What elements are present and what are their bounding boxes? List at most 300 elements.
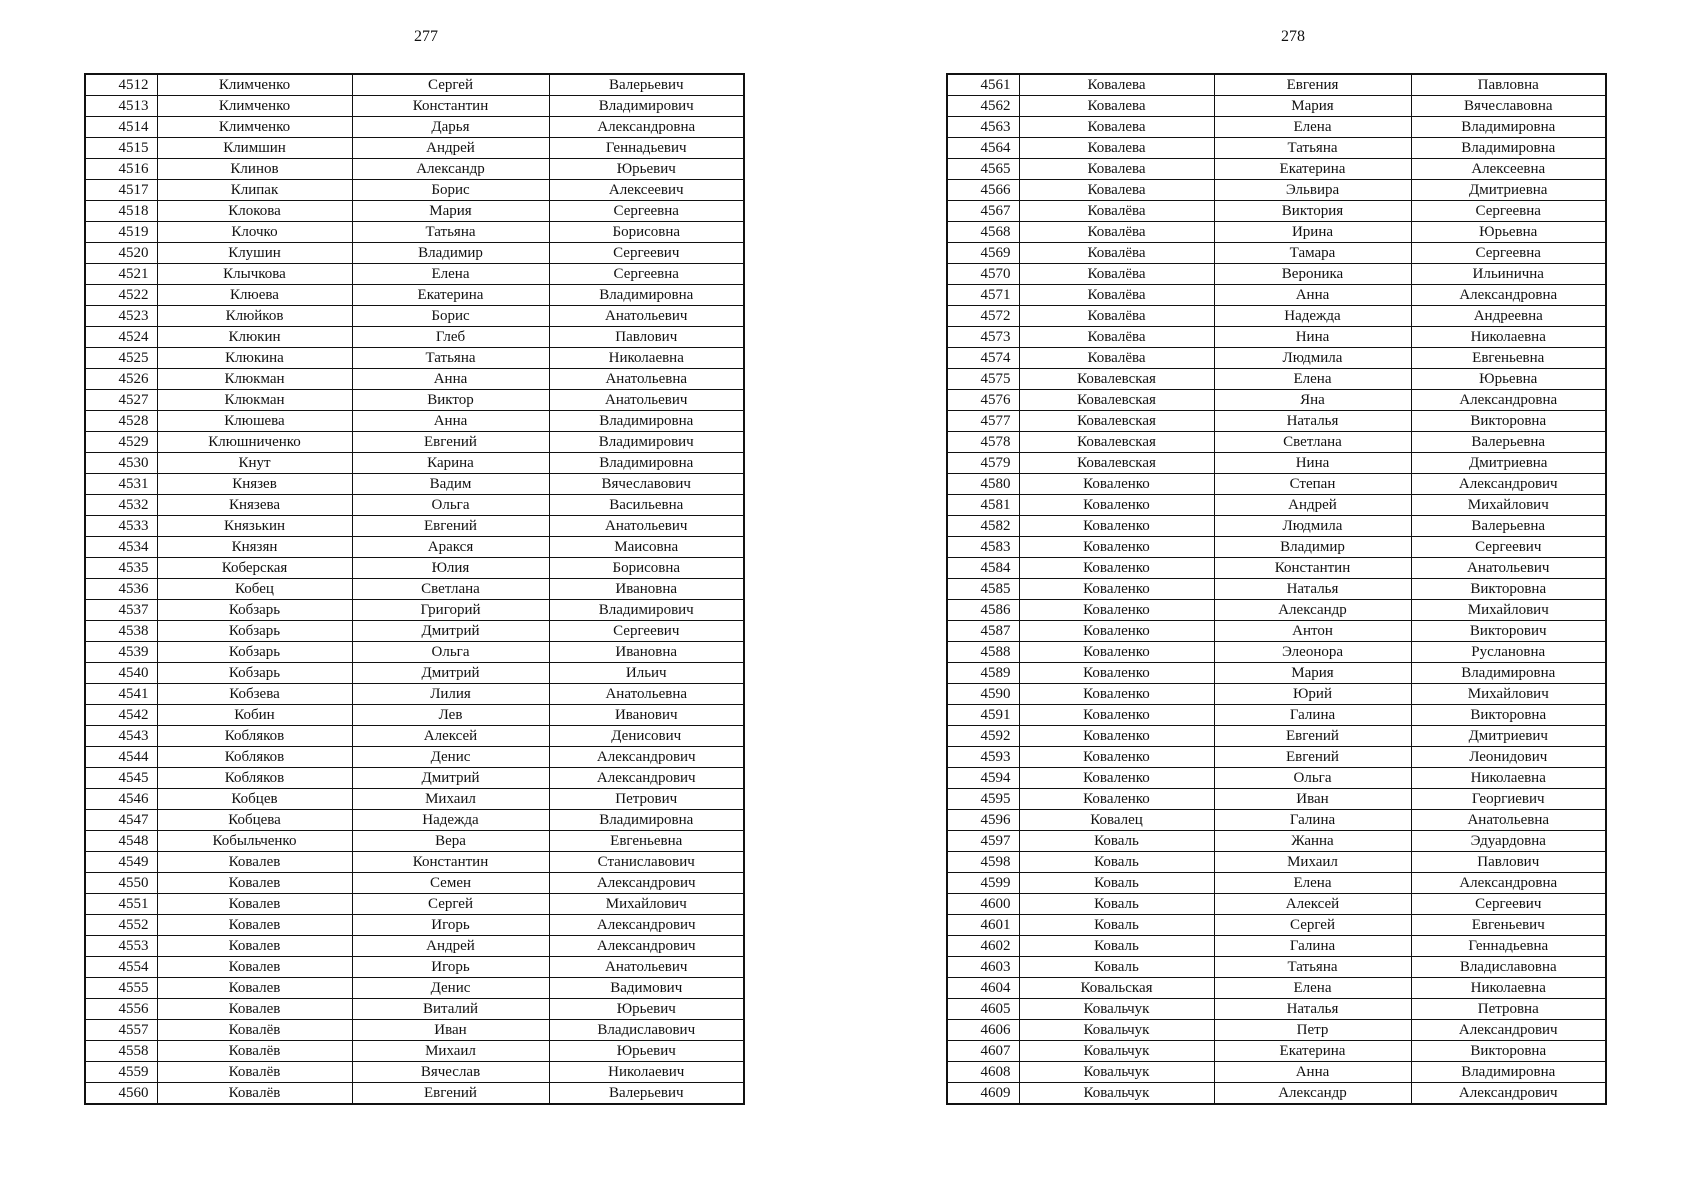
- table-row: [85, 684, 744, 705]
- patronymic-cell: Анатольевич: [549, 516, 744, 537]
- patronymic-cell: Александрович: [549, 747, 744, 768]
- patronymic-cell: Владимировна: [1411, 138, 1606, 159]
- last-name-cell: Кобляков: [157, 747, 352, 768]
- record-number-cell: 4591: [947, 705, 1019, 726]
- first-name-cell: Вячеслав: [352, 1062, 549, 1083]
- page-number-right: 278: [1281, 28, 1305, 45]
- last-name-cell: Коваленко: [1019, 621, 1214, 642]
- table-row: [85, 432, 744, 453]
- patronymic-cell: Денисович: [549, 726, 744, 747]
- record-number-cell: 4538: [85, 621, 157, 642]
- first-name-cell: Эльвира: [1214, 180, 1411, 201]
- first-name-cell: Елена: [1214, 117, 1411, 138]
- record-number-cell: 4535: [85, 558, 157, 579]
- table-row: [947, 915, 1606, 936]
- last-name-cell: Ковальчук: [1019, 1020, 1214, 1041]
- record-number-cell: 4529: [85, 432, 157, 453]
- patronymic-cell: Михайлович: [549, 894, 744, 915]
- table-row: [85, 138, 744, 159]
- patronymic-cell: Александрович: [1411, 1020, 1606, 1041]
- record-number-cell: 4557: [85, 1020, 157, 1041]
- first-name-cell: Алексей: [352, 726, 549, 747]
- first-name-cell: Надежда: [1214, 306, 1411, 327]
- first-name-cell: Иван: [1214, 789, 1411, 810]
- record-number-cell: 4537: [85, 600, 157, 621]
- first-name-cell: Анна: [1214, 1062, 1411, 1083]
- last-name-cell: Климченко: [157, 96, 352, 117]
- last-name-cell: Кобзева: [157, 684, 352, 705]
- record-number-cell: 4525: [85, 348, 157, 369]
- last-name-cell: Кобзарь: [157, 663, 352, 684]
- patronymic-cell: Вячеславовна: [1411, 96, 1606, 117]
- table-row: [947, 978, 1606, 999]
- record-number-cell: 4560: [85, 1083, 157, 1105]
- table-row: [947, 516, 1606, 537]
- last-name-cell: Клычкова: [157, 264, 352, 285]
- table-row: [85, 306, 744, 327]
- table-row: [85, 453, 744, 474]
- table-row: [947, 621, 1606, 642]
- patronymic-cell: Владиславовна: [1411, 957, 1606, 978]
- patronymic-cell: Вячеславович: [549, 474, 744, 495]
- first-name-cell: Наталья: [1214, 411, 1411, 432]
- first-name-cell: Татьяна: [1214, 957, 1411, 978]
- table-row: [947, 369, 1606, 390]
- last-name-cell: Коваленко: [1019, 516, 1214, 537]
- record-number-cell: 4588: [947, 642, 1019, 663]
- last-name-cell: Ковалёва: [1019, 327, 1214, 348]
- patronymic-cell: Юрьевич: [549, 999, 744, 1020]
- record-number-cell: 4563: [947, 117, 1019, 138]
- record-number-cell: 4520: [85, 243, 157, 264]
- patronymic-cell: Вадимович: [549, 978, 744, 999]
- record-number-cell: 4587: [947, 621, 1019, 642]
- patronymic-cell: Юрьевич: [549, 159, 744, 180]
- table-row: [947, 327, 1606, 348]
- last-name-cell: Коваленко: [1019, 705, 1214, 726]
- first-name-cell: Денис: [352, 978, 549, 999]
- record-number-cell: 4584: [947, 558, 1019, 579]
- table-row: [85, 327, 744, 348]
- first-name-cell: Юлия: [352, 558, 549, 579]
- first-name-cell: Вадим: [352, 474, 549, 495]
- record-number-cell: 4526: [85, 369, 157, 390]
- table-row: [947, 936, 1606, 957]
- first-name-cell: Антон: [1214, 621, 1411, 642]
- record-number-cell: 4524: [85, 327, 157, 348]
- last-name-cell: Ковалева: [1019, 74, 1214, 96]
- record-number-cell: 4607: [947, 1041, 1019, 1062]
- last-name-cell: Ковалевская: [1019, 411, 1214, 432]
- first-name-cell: Светлана: [1214, 432, 1411, 453]
- table-row: [947, 306, 1606, 327]
- last-name-cell: Ковалев: [157, 894, 352, 915]
- record-number-cell: 4599: [947, 873, 1019, 894]
- table-row: [85, 1083, 744, 1105]
- record-number-cell: 4519: [85, 222, 157, 243]
- record-number-cell: 4536: [85, 579, 157, 600]
- last-name-cell: Клушин: [157, 243, 352, 264]
- table-row: [85, 474, 744, 495]
- record-number-cell: 4586: [947, 600, 1019, 621]
- table-row: [85, 180, 744, 201]
- first-name-cell: Евгений: [352, 516, 549, 537]
- patronymic-cell: Ивановна: [549, 579, 744, 600]
- record-number-cell: 4601: [947, 915, 1019, 936]
- table-row: [85, 978, 744, 999]
- record-number-cell: 4564: [947, 138, 1019, 159]
- patronymic-cell: Андреевна: [1411, 306, 1606, 327]
- table-row: [947, 348, 1606, 369]
- patronymic-cell: Владимировна: [549, 810, 744, 831]
- first-name-cell: Татьяна: [352, 348, 549, 369]
- record-number-cell: 4513: [85, 96, 157, 117]
- last-name-cell: Ковалевская: [1019, 390, 1214, 411]
- patronymic-cell: Иванович: [549, 705, 744, 726]
- record-number-cell: 4550: [85, 873, 157, 894]
- last-name-cell: Ковалев: [157, 936, 352, 957]
- table-row: [85, 558, 744, 579]
- last-name-cell: Кнут: [157, 453, 352, 474]
- first-name-cell: Денис: [352, 747, 549, 768]
- table-row: [947, 453, 1606, 474]
- record-number-cell: 4539: [85, 642, 157, 663]
- patronymic-cell: Павловна: [1411, 74, 1606, 96]
- patronymic-cell: Владимировна: [549, 411, 744, 432]
- record-number-cell: 4562: [947, 96, 1019, 117]
- record-number-cell: 4548: [85, 831, 157, 852]
- record-number-cell: 4534: [85, 537, 157, 558]
- table-row: [85, 348, 744, 369]
- patronymic-cell: Валерьевич: [549, 1083, 744, 1105]
- record-number-cell: 4517: [85, 180, 157, 201]
- patronymic-cell: Николаевна: [549, 348, 744, 369]
- last-name-cell: Ковалёв: [157, 1020, 352, 1041]
- record-number-cell: 4592: [947, 726, 1019, 747]
- table-row: [947, 1020, 1606, 1041]
- record-number-cell: 4589: [947, 663, 1019, 684]
- last-name-cell: Ковалев: [157, 999, 352, 1020]
- first-name-cell: Анна: [352, 411, 549, 432]
- first-name-cell: Михаил: [352, 1041, 549, 1062]
- first-name-cell: Элеонора: [1214, 642, 1411, 663]
- patronymic-cell: Владимирович: [549, 432, 744, 453]
- record-number-cell: 4546: [85, 789, 157, 810]
- first-name-cell: Аракся: [352, 537, 549, 558]
- last-name-cell: Ковалёв: [157, 1083, 352, 1105]
- record-number-cell: 4569: [947, 243, 1019, 264]
- last-name-cell: Ковалёва: [1019, 201, 1214, 222]
- first-name-cell: Игорь: [352, 915, 549, 936]
- first-name-cell: Мария: [352, 201, 549, 222]
- table-row: [947, 537, 1606, 558]
- last-name-cell: Коваль: [1019, 873, 1214, 894]
- table-row: [947, 873, 1606, 894]
- first-name-cell: Константин: [352, 852, 549, 873]
- patronymic-cell: Владиславович: [549, 1020, 744, 1041]
- first-name-cell: Мария: [1214, 663, 1411, 684]
- first-name-cell: Александр: [1214, 600, 1411, 621]
- first-name-cell: Иван: [352, 1020, 549, 1041]
- first-name-cell: Анна: [1214, 285, 1411, 306]
- first-name-cell: Людмила: [1214, 348, 1411, 369]
- patronymic-cell: Ивановна: [549, 642, 744, 663]
- table-row: [947, 201, 1606, 222]
- table-row: [85, 264, 744, 285]
- record-number-cell: 4541: [85, 684, 157, 705]
- first-name-cell: Борис: [352, 180, 549, 201]
- record-number-cell: 4574: [947, 348, 1019, 369]
- first-name-cell: Евгений: [1214, 747, 1411, 768]
- last-name-cell: Ковальская: [1019, 978, 1214, 999]
- last-name-cell: Коваленко: [1019, 558, 1214, 579]
- first-name-cell: Светлана: [352, 579, 549, 600]
- table-row: [947, 642, 1606, 663]
- record-number-cell: 4515: [85, 138, 157, 159]
- first-name-cell: Дмитрий: [352, 663, 549, 684]
- last-name-cell: Клокова: [157, 201, 352, 222]
- last-name-cell: Кобцева: [157, 810, 352, 831]
- table-row: [947, 222, 1606, 243]
- patronymic-cell: Михайлович: [1411, 684, 1606, 705]
- patronymic-cell: Александрович: [549, 768, 744, 789]
- record-number-cell: 4547: [85, 810, 157, 831]
- last-name-cell: Кобцев: [157, 789, 352, 810]
- last-name-cell: Клочко: [157, 222, 352, 243]
- record-number-cell: 4608: [947, 1062, 1019, 1083]
- last-name-cell: Кобыльченко: [157, 831, 352, 852]
- record-number-cell: 4521: [85, 264, 157, 285]
- first-name-cell: Дмитрий: [352, 768, 549, 789]
- record-number-cell: 4596: [947, 810, 1019, 831]
- first-name-cell: Владимир: [1214, 537, 1411, 558]
- table-row: [947, 726, 1606, 747]
- record-number-cell: 4522: [85, 285, 157, 306]
- record-number-cell: 4533: [85, 516, 157, 537]
- table-row: [85, 243, 744, 264]
- record-number-cell: 4577: [947, 411, 1019, 432]
- table-row: [85, 1062, 744, 1083]
- patronymic-cell: Анатольевна: [549, 684, 744, 705]
- first-name-cell: Вероника: [1214, 264, 1411, 285]
- first-name-cell: Елена: [1214, 873, 1411, 894]
- table-row: [947, 600, 1606, 621]
- last-name-cell: Коваленко: [1019, 768, 1214, 789]
- table-row: [947, 159, 1606, 180]
- record-number-cell: 4542: [85, 705, 157, 726]
- patronymic-cell: Сергеевна: [549, 264, 744, 285]
- record-number-cell: 4552: [85, 915, 157, 936]
- first-name-cell: Алексей: [1214, 894, 1411, 915]
- last-name-cell: Коваленко: [1019, 579, 1214, 600]
- table-row: [85, 411, 744, 432]
- last-name-cell: Кобляков: [157, 726, 352, 747]
- patronymic-cell: Дмитриевна: [1411, 453, 1606, 474]
- table-row: [85, 894, 744, 915]
- last-name-cell: Клюшниченко: [157, 432, 352, 453]
- record-number-cell: 4567: [947, 201, 1019, 222]
- last-name-cell: Коваленко: [1019, 537, 1214, 558]
- last-name-cell: Ковалёва: [1019, 243, 1214, 264]
- patronymic-cell: Евгеньевна: [549, 831, 744, 852]
- patronymic-cell: Викторович: [1411, 621, 1606, 642]
- record-number-cell: 4598: [947, 852, 1019, 873]
- first-name-cell: Сергей: [352, 74, 549, 96]
- first-name-cell: Яна: [1214, 390, 1411, 411]
- last-name-cell: Клюкина: [157, 348, 352, 369]
- last-name-cell: Коваленко: [1019, 747, 1214, 768]
- last-name-cell: Коваленко: [1019, 642, 1214, 663]
- table-row: [85, 117, 744, 138]
- record-number-cell: 4590: [947, 684, 1019, 705]
- last-name-cell: Коваленко: [1019, 663, 1214, 684]
- table-row: [947, 1062, 1606, 1083]
- record-number-cell: 4558: [85, 1041, 157, 1062]
- record-number-cell: 4540: [85, 663, 157, 684]
- last-name-cell: Ковалева: [1019, 180, 1214, 201]
- patronymic-cell: Викторовна: [1411, 705, 1606, 726]
- first-name-cell: Михаил: [352, 789, 549, 810]
- patronymic-cell: Викторовна: [1411, 411, 1606, 432]
- last-name-cell: Ковальчук: [1019, 1041, 1214, 1062]
- last-name-cell: Ковалева: [1019, 117, 1214, 138]
- patronymic-cell: Валерьевич: [549, 74, 744, 96]
- table-row: [85, 957, 744, 978]
- table-row: [85, 369, 744, 390]
- patronymic-cell: Дмитриевна: [1411, 180, 1606, 201]
- last-name-cell: Князев: [157, 474, 352, 495]
- first-name-cell: Петр: [1214, 1020, 1411, 1041]
- table-row: [947, 957, 1606, 978]
- table-row: [947, 747, 1606, 768]
- first-name-cell: Юрий: [1214, 684, 1411, 705]
- patronymic-cell: Александровна: [549, 117, 744, 138]
- record-number-cell: 4578: [947, 432, 1019, 453]
- record-number-cell: 4553: [85, 936, 157, 957]
- patronymic-cell: Викторовна: [1411, 1041, 1606, 1062]
- first-name-cell: Галина: [1214, 810, 1411, 831]
- last-name-cell: Ковалёв: [157, 1062, 352, 1083]
- table-row: [947, 684, 1606, 705]
- patronymic-cell: Анатольевич: [549, 390, 744, 411]
- first-name-cell: Дарья: [352, 117, 549, 138]
- patronymic-cell: Эдуардовна: [1411, 831, 1606, 852]
- roster-table-left: [84, 73, 745, 1105]
- table-row: [85, 873, 744, 894]
- patronymic-cell: Петрович: [549, 789, 744, 810]
- patronymic-cell: Сергеевна: [1411, 243, 1606, 264]
- last-name-cell: Ковалёва: [1019, 222, 1214, 243]
- record-number-cell: 4554: [85, 957, 157, 978]
- first-name-cell: Екатерина: [1214, 1041, 1411, 1062]
- record-number-cell: 4532: [85, 495, 157, 516]
- table-row: [85, 201, 744, 222]
- record-number-cell: 4514: [85, 117, 157, 138]
- table-row: [85, 1020, 744, 1041]
- last-name-cell: Коваль: [1019, 915, 1214, 936]
- table-row: [85, 579, 744, 600]
- patronymic-cell: Геннадьевна: [1411, 936, 1606, 957]
- patronymic-cell: Ильинична: [1411, 264, 1606, 285]
- first-name-cell: Евгений: [1214, 726, 1411, 747]
- record-number-cell: 4581: [947, 495, 1019, 516]
- last-name-cell: Клипак: [157, 180, 352, 201]
- patronymic-cell: Павлович: [1411, 852, 1606, 873]
- table-row: [85, 789, 744, 810]
- first-name-cell: Нина: [1214, 453, 1411, 474]
- first-name-cell: Елена: [1214, 369, 1411, 390]
- first-name-cell: Ольга: [352, 495, 549, 516]
- last-name-cell: Клинов: [157, 159, 352, 180]
- record-number-cell: 4545: [85, 768, 157, 789]
- patronymic-cell: Владимирович: [549, 600, 744, 621]
- record-number-cell: 4609: [947, 1083, 1019, 1105]
- patronymic-cell: Анатольевна: [1411, 810, 1606, 831]
- last-name-cell: Клюкман: [157, 369, 352, 390]
- table-row: [85, 537, 744, 558]
- last-name-cell: Коваль: [1019, 831, 1214, 852]
- last-name-cell: Кобзарь: [157, 642, 352, 663]
- table-row: [85, 936, 744, 957]
- record-number-cell: 4527: [85, 390, 157, 411]
- table-row: [947, 180, 1606, 201]
- patronymic-cell: Николаевич: [549, 1062, 744, 1083]
- table-row: [947, 1041, 1606, 1062]
- first-name-cell: Владимир: [352, 243, 549, 264]
- patronymic-cell: Викторовна: [1411, 579, 1606, 600]
- table-row: [947, 390, 1606, 411]
- first-name-cell: Семен: [352, 873, 549, 894]
- last-name-cell: Клюкин: [157, 327, 352, 348]
- last-name-cell: Ковалевская: [1019, 369, 1214, 390]
- table-row: [85, 747, 744, 768]
- patronymic-cell: Александровна: [1411, 285, 1606, 306]
- patronymic-cell: Сергеевич: [549, 621, 744, 642]
- last-name-cell: Коваленко: [1019, 684, 1214, 705]
- first-name-cell: Людмила: [1214, 516, 1411, 537]
- last-name-cell: Ковалёва: [1019, 264, 1214, 285]
- table-row: [947, 1083, 1606, 1105]
- record-number-cell: 4600: [947, 894, 1019, 915]
- last-name-cell: Климченко: [157, 74, 352, 96]
- last-name-cell: Климченко: [157, 117, 352, 138]
- last-name-cell: Коваленко: [1019, 600, 1214, 621]
- record-number-cell: 4595: [947, 789, 1019, 810]
- first-name-cell: Елена: [1214, 978, 1411, 999]
- patronymic-cell: Анатольевич: [1411, 558, 1606, 579]
- first-name-cell: Ольга: [352, 642, 549, 663]
- patronymic-cell: Александрович: [549, 915, 744, 936]
- patronymic-cell: Борисовна: [549, 222, 744, 243]
- table-row: [85, 705, 744, 726]
- patronymic-cell: Ильич: [549, 663, 744, 684]
- record-number-cell: 4603: [947, 957, 1019, 978]
- table-row: [947, 474, 1606, 495]
- record-number-cell: 4570: [947, 264, 1019, 285]
- last-name-cell: Ковалев: [157, 915, 352, 936]
- first-name-cell: Нина: [1214, 327, 1411, 348]
- record-number-cell: 4528: [85, 411, 157, 432]
- table-row: [947, 243, 1606, 264]
- record-number-cell: 4604: [947, 978, 1019, 999]
- page-number-left: 277: [414, 28, 438, 45]
- record-number-cell: 4597: [947, 831, 1019, 852]
- first-name-cell: Глеб: [352, 327, 549, 348]
- last-name-cell: Ковальчук: [1019, 1083, 1214, 1105]
- record-number-cell: 4602: [947, 936, 1019, 957]
- table-row: [947, 285, 1606, 306]
- record-number-cell: 4583: [947, 537, 1019, 558]
